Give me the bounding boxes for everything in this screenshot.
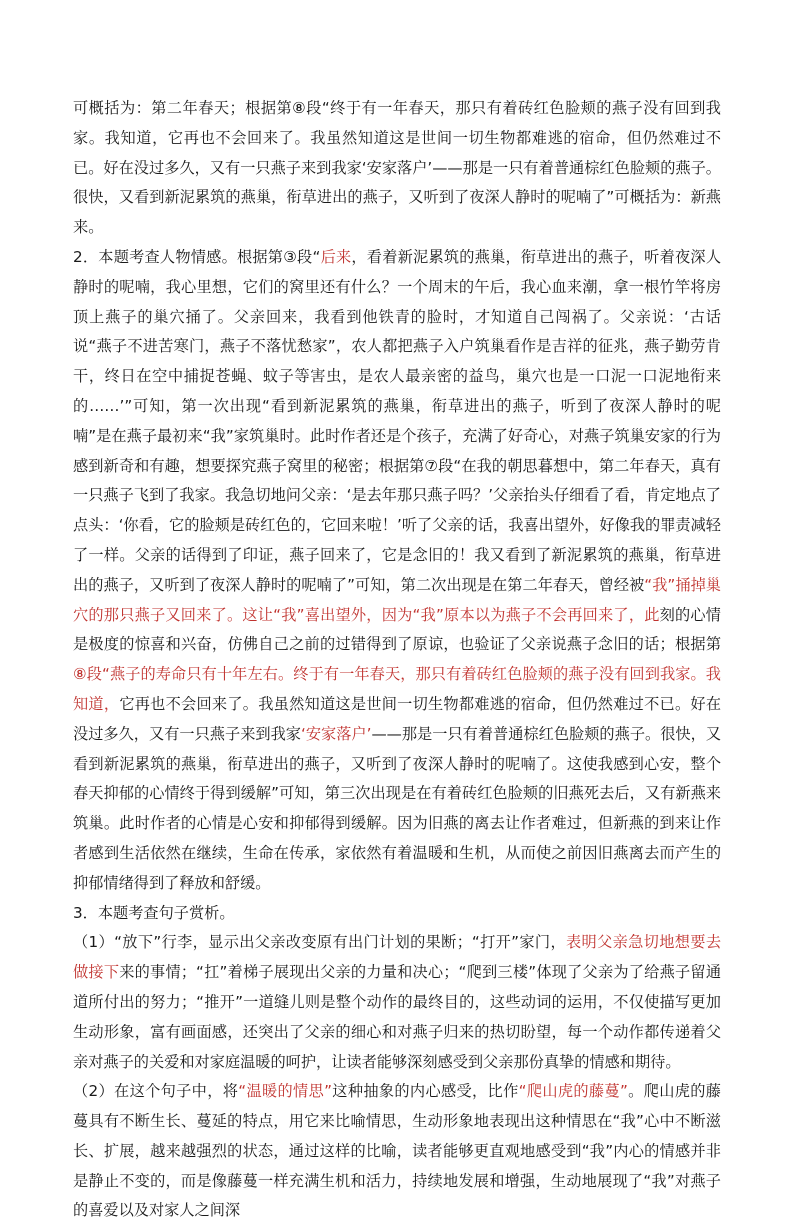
text-run: （1）“放下”行李，显示出父亲改变原有出门计划的果断；“打开”家门， — [73, 933, 567, 952]
highlighted-text-run: 后来 — [320, 247, 352, 266]
answer-3-part-1 — [73, 928, 721, 1077]
text-run: 它再也不会回来了。我虽然知道这是世间一切生物都难逃的宿命，但仍然难过不已。好在没过多久，又有一只燕子来到我家 — [73, 694, 722, 743]
text-run: 这种抽象的内心感受，比作 — [331, 1082, 519, 1101]
highlighted-text-run: 表明父亲急切地想要去做接下 — [73, 933, 722, 982]
answer-3-part-2 — [73, 1077, 721, 1226]
text-run: 。爬山虎的藤蔓具有不断生长、蔓延的特点，用它来比喻情思，生动形象地表现出这种情思在“我”心中不断滋长、扩展，越来越强烈的状态，通过这样的比喻，读者能够更直观地感受到“我”内心的情感并非是静止不变的，而是像藤蔓一样充满生机和活力，持续地发展和增强，生动地展现了“我”对燕子的喜爱以及对家人之间深 — [73, 1082, 721, 1220]
highlighted-text-run: “温暖的情思” — [238, 1082, 332, 1101]
highlighted-text-run: “我”捅掉巢穴的那只燕子又回来了。这让“我”喜出望外，因为“我”原本以为燕子不会再回来了，此 — [73, 575, 721, 624]
text-run: 2．本题考查人物情感。根据第③段“ — [73, 247, 321, 266]
text-run: ，看着新泥累筑的燕巢，衔草进出的燕子，听着夜深人静时的呢喃，我心里想，它们的窝里还有什么？一个周末的午后，我心血来潮，拿一根竹竿将房顶上燕子的巢穴捅了。父亲回来，我看到他铁青的脸时，才知道自己闯祸了。父亲说：‘古话说“燕子不进苦寒门，燕子不落忧愁家”，农人都把燕子入户筑巢看作是吉祥的征兆，燕子勤劳肯干，终日在空中捕捉苍蝇、蚊子等害虫，是农人最亲密的益鸟，巢穴也是一口泥一口泥地衔来的……’”可知，第一次出现“看到新泥累筑的燕巢，衔草进出的燕子，听到了夜深人静时的呢喃”是在燕子最初来“我”家筑巢时。此时作者还是个孩子，充满了好奇心，对燕子筑巢安家的行为感到新奇和有趣，想要探究燕子窝里的秘密；根据第⑦段“在我的朝思暮想中，第二年春天，真有一只燕子飞到了我家。我急切地问父亲：‘是去年那只燕子吗？’父亲抬头仔细看了看，肯定地点了点头：‘你看，它的脸颊是砖红色的，它回来啦！’听了父亲的话，我喜出望外，好像我的罪责减轻了一样。父亲的话得到了印证，燕子回来了，它是念旧的！我又看到了新泥累筑的燕巢，衔草进出的燕子，又听到了夜深人静时的呢喃了”可知，第二次出现是在第二年春天，曾经被 — [73, 247, 722, 594]
highlighted-text-run: ‘安家落户’ — [300, 724, 372, 743]
text-run: （2）在这个句子中，将 — [73, 1082, 239, 1101]
highlighted-text-run: ⑧段“燕子的寿命只有十年左右。终于有一年春天，那只有着砖红色脸颊的燕子没有回到我家。我知道， — [73, 665, 721, 713]
answer-3-heading — [73, 899, 721, 929]
text-run: 可概括为：第二年春天；根据第⑧段“终于有一年春天，那只有着砖红色脸颊的燕子没有回到我家。我知道，它再也不会回来了。我虽然知道这是世间一切生物都难逃的宿命，但仍然难过不已。好在没过多久，又有一只燕子来到我家‘安家落户’——那是一只有着普通棕红色脸颊的燕子。很快，又看到新泥累筑的燕巢，衔草进出的燕子，又听到了夜深人静时的呢喃了”可概括为：新燕来。 — [73, 99, 721, 237]
highlighted-text-run: “爬山虎的藤蔓” — [518, 1082, 628, 1101]
text-run: 3．本题考查句子赏析。 — [73, 903, 235, 922]
answer-document — [73, 94, 721, 1226]
text-run: 来的事情；“扛”着梯子展现出父亲的力量和决心；“爬到三楼”体现了父亲为了给燕子留通道所付出的努力；“推开”一道缝儿则是整个动作的最终目的，这些动词的运用，不仅使描写更加生动形象，富有画面感，还突出了父亲的细心和对燕子归来的热切盼望，每一个动作都传递着父亲对燕子的关爱和对家庭温暖的呵护，让读者能够深刻感受到父亲那份真挚的情感和期待。 — [73, 963, 722, 1071]
answer-2-paragraph — [73, 243, 721, 899]
paragraph-1 — [73, 94, 721, 243]
text-run: ——那是一只有着普通棕红色脸颊的燕子。很快，又看到新泥累筑的燕巢，衔草进出的燕子，又听到了夜深人静时的呢喃了。这使我感到心安，整个春天抑郁的心情终于得到缓解”可知，第三次出现是在有着砖红色脸颊的旧燕死去后，又有新燕来筑巢。此时作者的心情是心安和抑郁得到缓解。因为旧燕的离去让作者难过，但新燕的到来让作者感到生活依然在继续，生命在传承，家依然有着温暖和生机，从而使之前因旧燕离去而产生的抑郁情绪得到了释放和舒缓。 — [73, 724, 722, 892]
text-run: 刻的心情是极度的惊喜和兴奋，仿佛自己之前的过错得到了原谅，也验证了父亲说燕子念旧的话；根据第 — [73, 605, 721, 654]
